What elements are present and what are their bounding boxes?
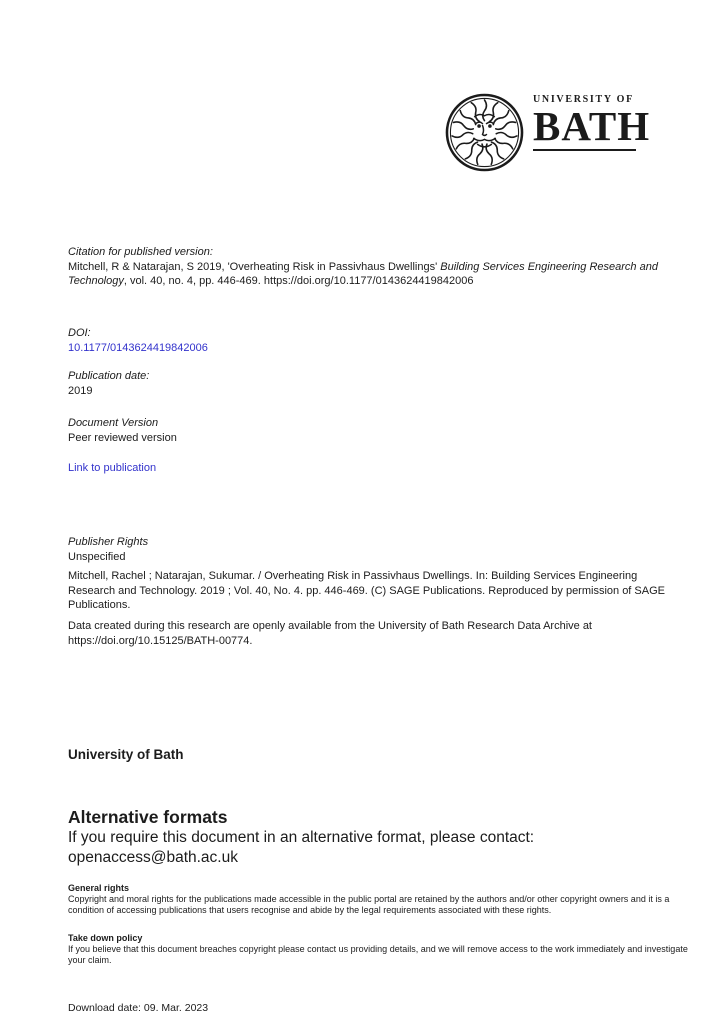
doi-label: DOI: (68, 327, 91, 339)
publisher-rights-value: Unspecified (68, 550, 126, 563)
publication-date-section (68, 369, 149, 398)
logo-university-of-text: UNIVERSITY OF (533, 94, 634, 105)
university-heading: University of Bath (68, 747, 184, 762)
gorgon-head-emblem-icon (445, 93, 524, 172)
alternative-formats-section (68, 807, 668, 867)
logo-underline (533, 149, 636, 151)
doi-section (68, 326, 208, 355)
university-of-bath-logo (445, 88, 651, 168)
citation-journal: Building Services Engineering Research and Technology (68, 260, 658, 287)
logo-bath-text: BATH (533, 103, 651, 149)
data-availability-statement: Data created during this research are openly available from the University of Bath Research Data Archive at https://doi.org/10.15125/BATH-00774. (68, 620, 592, 647)
alternative-formats-heading: Alternative formats (68, 807, 228, 827)
citation-rest: , vol. 40, no. 4, pp. 446-469. https://doi.org/10.1177/0143624419842006 (123, 275, 474, 287)
general-rights-heading: General rights (68, 883, 130, 893)
document-version-label: Document Version (68, 417, 159, 429)
take-down-policy-heading: Take down policy (68, 933, 143, 943)
download-date: Download date: 09. Mar. 2023 (68, 1002, 209, 1014)
document-version-value: Peer reviewed version (68, 431, 177, 444)
logo-wordmark (533, 94, 651, 151)
citation-text (68, 260, 664, 289)
citation-label: Citation for published version: (68, 246, 213, 258)
take-down-policy-body: If you believe that this document breaches copyright please contact us providing details, and we will remove access to the work immediately and investigate your claim. (68, 944, 688, 965)
publisher-rights-section (68, 535, 148, 564)
doi-link[interactable]: 10.1177/0143624419842006 (68, 341, 208, 354)
citation-section (68, 245, 664, 289)
take-down-policy-section (68, 933, 694, 966)
openaccess-email-link[interactable]: openaccess@bath.ac.uk (68, 848, 238, 866)
document-version-section (68, 416, 177, 445)
link-to-publication[interactable]: Link to publication (68, 462, 157, 474)
general-rights-body: Copyright and moral rights for the publications made accessible in the public portal are retained by the authors and/or other copyright owners and it is a condition of accessing publications that users recognise and abide by the legal requirements associated with these rights. (68, 894, 670, 915)
publication-date-value: 2019 (68, 384, 93, 397)
citation-authors: Mitchell, R & Natarajan, S 2019, 'Overheating Risk in Passivhaus Dwellings' (68, 260, 441, 273)
secondary-citation: Mitchell, Rachel ; Natarajan, Sukumar. / Overheating Risk in Passivhaus Dwellings. In: Building Services Engineering Research and Technology. 2019 ; Vol. 40, No. 4. pp. 446-469. (C) SAGE Publications. Reproduced by permission of SAGE Publications. (68, 570, 665, 611)
general-rights-section (68, 883, 694, 916)
link-to-publication-section (68, 461, 156, 476)
publisher-rights-label: Publisher Rights (68, 536, 149, 548)
publication-date-label: Publication date: (68, 370, 150, 382)
alternative-formats-instruction: If you require this document in an alternative format, please contact: (68, 829, 535, 846)
